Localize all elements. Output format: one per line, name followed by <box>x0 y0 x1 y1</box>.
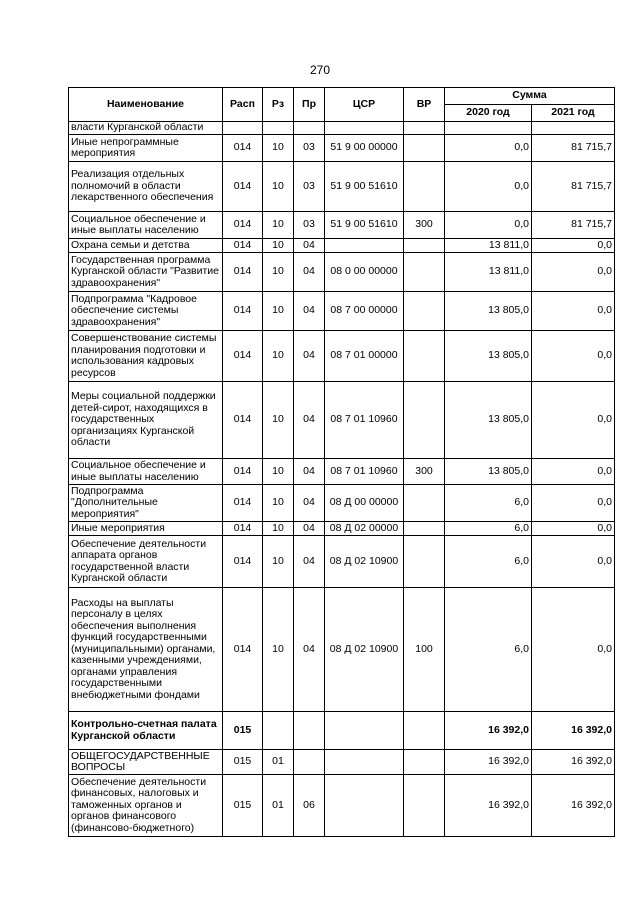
cell-vr <box>404 775 445 837</box>
table-row <box>69 135 615 162</box>
table-row <box>69 775 615 837</box>
cell-vr <box>404 331 445 382</box>
cell-rasp: 014 <box>223 212 263 239</box>
cell-rz: 10 <box>263 135 294 162</box>
table-row <box>69 485 615 522</box>
cell-name: власти Курганской области <box>69 122 223 135</box>
cell-pr: 04 <box>294 331 325 382</box>
cell-name: Совершенствование системы планирования подготовки и использования кадровых ресурсов <box>69 331 223 382</box>
cell-2020: 0,0 <box>445 162 532 212</box>
cell-rz: 10 <box>263 253 294 292</box>
cell-rasp: 015 <box>223 750 263 775</box>
cell-2020: 0,0 <box>445 212 532 239</box>
budget-table <box>68 87 615 837</box>
cell-name: Реализация отдельных полномочий в области лекарственного обеспечения <box>69 162 223 212</box>
cell-vr <box>404 253 445 292</box>
cell-rasp: 014 <box>223 292 263 331</box>
cell-rasp: 014 <box>223 135 263 162</box>
cell-2021: 0,0 <box>532 536 615 588</box>
cell-csr <box>325 750 404 775</box>
cell-pr <box>294 122 325 135</box>
cell-pr: 04 <box>294 459 325 485</box>
cell-2021: 0,0 <box>532 292 615 331</box>
cell-rasp: 014 <box>223 459 263 485</box>
table-row <box>69 382 615 459</box>
cell-rz: 10 <box>263 382 294 459</box>
cell-rz <box>263 122 294 135</box>
header-rz: Рз <box>263 88 294 122</box>
cell-2021: 0,0 <box>532 522 615 536</box>
cell-vr: 300 <box>404 212 445 239</box>
cell-rz: 10 <box>263 212 294 239</box>
table-row <box>69 712 615 750</box>
cell-2021: 0,0 <box>532 331 615 382</box>
cell-rasp: 014 <box>223 253 263 292</box>
cell-pr: 04 <box>294 536 325 588</box>
cell-rasp: 014 <box>223 485 263 522</box>
cell-vr <box>404 122 445 135</box>
cell-2021: 16 392,0 <box>532 750 615 775</box>
cell-name: Расходы на выплаты персоналу в целях обеспечения выполнения функций государственными (муниципальными) органами, казенными учреждениями, органами управления государственными внебюджетными фондами <box>69 588 223 712</box>
header-2020: 2020 год <box>445 105 532 122</box>
cell-2021: 81 715,7 <box>532 162 615 212</box>
cell-name: Контрольно-счетная палата Курганской области <box>69 712 223 750</box>
cell-rasp: 014 <box>223 331 263 382</box>
cell-2021: 81 715,7 <box>532 135 615 162</box>
cell-name: Социальное обеспечение и иные выплаты населению <box>69 459 223 485</box>
table-row <box>69 122 615 135</box>
cell-rasp: 014 <box>223 522 263 536</box>
header-vr: ВР <box>404 88 445 122</box>
cell-csr: 08 0 00 00000 <box>325 253 404 292</box>
cell-vr <box>404 382 445 459</box>
header-rasp: Расп <box>223 88 263 122</box>
cell-rz: 10 <box>263 331 294 382</box>
cell-name: Иные непрограммные мероприятия <box>69 135 223 162</box>
cell-csr: 51 9 00 51610 <box>325 212 404 239</box>
cell-name: Охрана семьи и детства <box>69 239 223 253</box>
cell-rz: 10 <box>263 459 294 485</box>
cell-pr: 04 <box>294 292 325 331</box>
table-row <box>69 459 615 485</box>
cell-vr <box>404 522 445 536</box>
table-row <box>69 292 615 331</box>
header-csr: ЦСР <box>325 88 404 122</box>
cell-rz <box>263 712 294 750</box>
cell-csr <box>325 712 404 750</box>
header-sum: Сумма <box>445 88 615 105</box>
cell-pr <box>294 712 325 750</box>
cell-2020: 6,0 <box>445 522 532 536</box>
cell-2021 <box>532 122 615 135</box>
cell-rz: 10 <box>263 588 294 712</box>
cell-2020: 13 805,0 <box>445 382 532 459</box>
cell-csr <box>325 775 404 837</box>
cell-pr: 03 <box>294 212 325 239</box>
cell-csr: 08 Д 00 00000 <box>325 485 404 522</box>
cell-2020: 13 805,0 <box>445 459 532 485</box>
cell-name: Подпрограмма "Кадровое обеспечение системы здравоохранения" <box>69 292 223 331</box>
cell-vr <box>404 162 445 212</box>
cell-pr: 04 <box>294 522 325 536</box>
header-2021: 2021 год <box>532 105 615 122</box>
cell-csr: 08 Д 02 10900 <box>325 588 404 712</box>
cell-2020: 16 392,0 <box>445 712 532 750</box>
cell-rz: 01 <box>263 775 294 837</box>
cell-name: Меры социальной поддержки детей-сирот, находящихся в государственных организациях Курганской области <box>69 382 223 459</box>
cell-name: Подпрограмма "Дополнительные мероприятия" <box>69 485 223 522</box>
cell-vr <box>404 536 445 588</box>
cell-vr <box>404 135 445 162</box>
cell-name: Иные мероприятия <box>69 522 223 536</box>
cell-pr: 03 <box>294 162 325 212</box>
cell-csr <box>325 239 404 253</box>
table-row <box>69 750 615 775</box>
table-row <box>69 212 615 239</box>
table-row <box>69 331 615 382</box>
cell-csr <box>325 122 404 135</box>
cell-2021: 16 392,0 <box>532 712 615 750</box>
cell-2020: 13 805,0 <box>445 331 532 382</box>
cell-2021: 0,0 <box>532 459 615 485</box>
cell-2021: 0,0 <box>532 253 615 292</box>
cell-csr: 08 7 01 00000 <box>325 331 404 382</box>
cell-rasp: 014 <box>223 536 263 588</box>
cell-vr <box>404 485 445 522</box>
cell-name: Обеспечение деятельности финансовых, налоговых и таможенных органов и органов финансового (финансово-бюджетного) <box>69 775 223 837</box>
cell-2020 <box>445 122 532 135</box>
cell-pr: 04 <box>294 253 325 292</box>
cell-2020: 6,0 <box>445 588 532 712</box>
cell-vr: 100 <box>404 588 445 712</box>
cell-2021: 0,0 <box>532 588 615 712</box>
header-pr: Пр <box>294 88 325 122</box>
cell-name: ОБЩЕГОСУДАРСТВЕННЫЕ ВОПРОСЫ <box>69 750 223 775</box>
cell-2020: 6,0 <box>445 485 532 522</box>
cell-rasp: 014 <box>223 588 263 712</box>
cell-rz: 01 <box>263 750 294 775</box>
table-row <box>69 588 615 712</box>
cell-vr: 300 <box>404 459 445 485</box>
cell-2021: 16 392,0 <box>532 775 615 837</box>
header-name: Наименование <box>69 88 223 122</box>
cell-pr: 06 <box>294 775 325 837</box>
cell-rz: 10 <box>263 162 294 212</box>
cell-2020: 13 811,0 <box>445 239 532 253</box>
cell-rz: 10 <box>263 485 294 522</box>
cell-2020: 13 805,0 <box>445 292 532 331</box>
cell-2020: 16 392,0 <box>445 750 532 775</box>
cell-2021: 0,0 <box>532 485 615 522</box>
cell-name: Обеспечение деятельности аппарата органов государственной власти Курганской области <box>69 536 223 588</box>
cell-name: Социальное обеспечение и иные выплаты населению <box>69 212 223 239</box>
cell-csr: 08 7 01 10960 <box>325 459 404 485</box>
cell-pr <box>294 750 325 775</box>
cell-rz: 10 <box>263 292 294 331</box>
cell-vr <box>404 239 445 253</box>
cell-rz: 10 <box>263 536 294 588</box>
cell-pr: 04 <box>294 485 325 522</box>
cell-2020: 13 811,0 <box>445 253 532 292</box>
cell-rasp <box>223 122 263 135</box>
table-row <box>69 162 615 212</box>
cell-csr: 51 9 00 00000 <box>325 135 404 162</box>
cell-csr: 08 Д 02 00000 <box>325 522 404 536</box>
cell-rasp: 015 <box>223 775 263 837</box>
table-body <box>69 122 615 837</box>
cell-rasp: 015 <box>223 712 263 750</box>
cell-rasp: 014 <box>223 162 263 212</box>
cell-rasp: 014 <box>223 382 263 459</box>
cell-rasp: 014 <box>223 239 263 253</box>
cell-name: Государственная программа Курганской области "Развитие здравоохранения" <box>69 253 223 292</box>
cell-2021: 0,0 <box>532 382 615 459</box>
cell-vr <box>404 712 445 750</box>
cell-vr <box>404 750 445 775</box>
cell-csr: 08 Д 02 10900 <box>325 536 404 588</box>
cell-2020: 6,0 <box>445 536 532 588</box>
cell-csr: 08 7 00 00000 <box>325 292 404 331</box>
cell-pr: 04 <box>294 382 325 459</box>
cell-2020: 0,0 <box>445 135 532 162</box>
table-row <box>69 253 615 292</box>
table-row <box>69 522 615 536</box>
cell-2021: 81 715,7 <box>532 212 615 239</box>
cell-pr: 04 <box>294 239 325 253</box>
cell-pr: 04 <box>294 588 325 712</box>
cell-rz: 10 <box>263 522 294 536</box>
cell-2021: 0,0 <box>532 239 615 253</box>
cell-csr: 51 9 00 51610 <box>325 162 404 212</box>
table-row <box>69 536 615 588</box>
cell-pr: 03 <box>294 135 325 162</box>
cell-2020: 16 392,0 <box>445 775 532 837</box>
table-row <box>69 239 615 253</box>
cell-csr: 08 7 01 10960 <box>325 382 404 459</box>
cell-rz: 10 <box>263 239 294 253</box>
cell-vr <box>404 292 445 331</box>
page-number: 270 <box>309 63 331 77</box>
